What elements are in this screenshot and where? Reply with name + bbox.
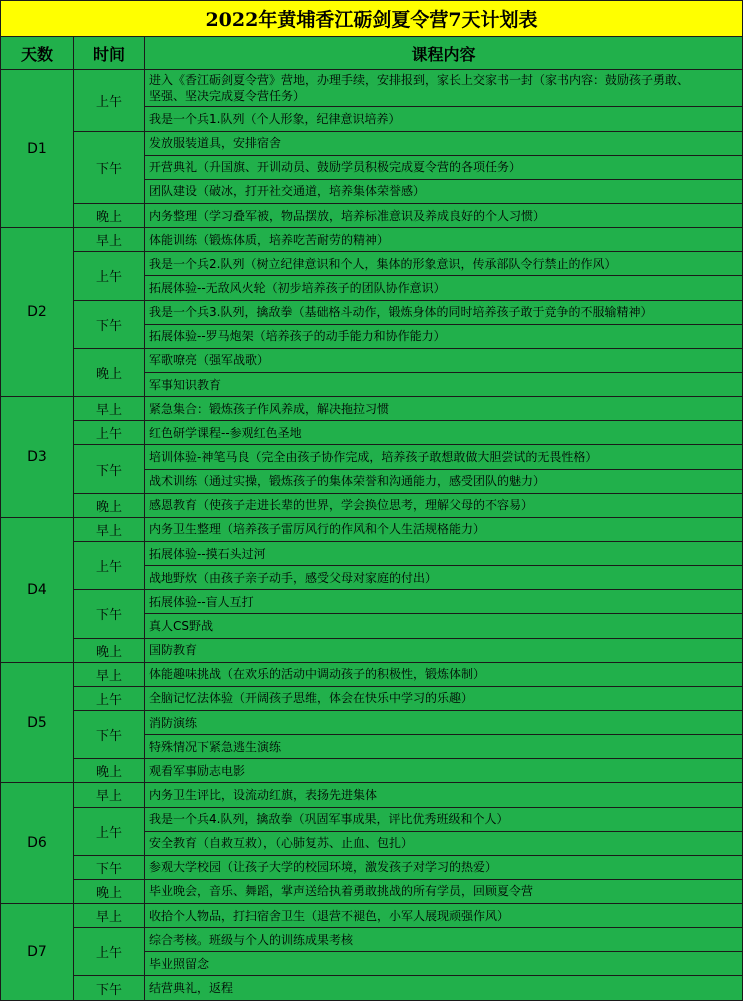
content-line: 内务卫生评比，设流动红旗，表扬先进集体 (149, 787, 378, 802)
content-cell (145, 783, 743, 807)
content-cell (145, 904, 743, 928)
content-cell (145, 131, 743, 155)
time-cell: 下午 (74, 590, 145, 638)
table-row (1, 590, 743, 614)
content-line: 开营典礼（升国旗、开训动员、鼓励学员积极完成夏令营的各项任务） (149, 160, 522, 175)
time-cell: 早上 (74, 397, 145, 421)
content-cell (145, 228, 743, 252)
content-cell (145, 517, 743, 541)
content-cell (145, 276, 743, 300)
table-row (1, 228, 743, 252)
day-cell: D2 (1, 228, 74, 397)
time-cell: 上午 (74, 541, 145, 589)
time-cell: 晚上 (74, 879, 145, 903)
content-line: 内务卫生整理（培养孩子雷厉风行的作风和个人生活规格能力） (149, 522, 486, 537)
table-row (1, 783, 743, 807)
time-cell: 下午 (74, 445, 145, 493)
content-line: 收拾个人物品，打扫宿舍卫生（退营不褪色，小军人展现顽强作风） (149, 908, 510, 923)
time-cell: 下午 (74, 855, 145, 879)
content-line: 特殊情况下紧急逃生演练 (149, 739, 282, 754)
content-line: 国防教育 (149, 643, 198, 658)
content-line: 感恩教育（使孩子走进长辈的世界，学会换位思考，理解父母的不容易） (149, 498, 534, 513)
content-line: 我是一个兵2.队列（树立纪律意识和个人，集体的形象意识，传承部队令行禁止的作风） (149, 256, 617, 271)
content-line: 坚强、坚决完成夏令营任务） (149, 89, 306, 104)
content-line: 红色研学课程--参观红色圣地 (149, 425, 302, 440)
table-row (1, 928, 743, 952)
content-cell (145, 155, 743, 179)
content-cell (145, 566, 743, 590)
header-time: 时间 (74, 37, 145, 70)
content-line: 军事知识教育 (149, 377, 222, 392)
content-cell (145, 541, 743, 565)
content-line: 我是一个兵3.队列，擒敌拳（基础格斗动作，锻炼身体的同时培养孩子敢于竞争的不服输精神） (149, 305, 653, 320)
content-line: 拓展体验--摸石头过河 (149, 546, 266, 561)
table-row (1, 759, 743, 783)
content-line: 结营典礼，返程 (149, 981, 234, 996)
table-row (1, 517, 743, 541)
day-cell: D3 (1, 397, 74, 518)
content-cell (145, 952, 743, 976)
content-line: 安全教育（自救互救），（心肺复苏、止血、包扎） (149, 836, 414, 851)
content-line: 体能趣味挑战（在欢乐的活动中调动孩子的积极性，锻炼体制） (149, 667, 486, 682)
table-row (1, 493, 743, 517)
content-cell (145, 976, 743, 1000)
time-cell: 下午 (74, 300, 145, 348)
content-cell (145, 855, 743, 879)
content-cell (145, 203, 743, 227)
time-cell: 上午 (74, 686, 145, 710)
content-line: 发放服装道具，安排宿舍 (149, 136, 282, 151)
day-cell: D5 (1, 662, 74, 783)
table-row (1, 976, 743, 1000)
content-line: 全脑记忆法体验（开阔孩子思维，体会在快乐中学习的乐趣） (149, 691, 474, 706)
content-cell (145, 590, 743, 614)
content-line: 我是一个兵1.队列（个人形象，纪律意识培养） (149, 111, 401, 126)
header-day: 天数 (1, 37, 74, 70)
time-cell: 晚上 (74, 203, 145, 227)
time-cell: 早上 (74, 783, 145, 807)
table-row (1, 397, 743, 421)
time-cell: 早上 (74, 517, 145, 541)
page-title: 2022年黄埔香江砺剑夏令营7天计划表 (1, 1, 743, 37)
content-cell (145, 421, 743, 445)
time-cell: 早上 (74, 662, 145, 686)
table-row (1, 421, 743, 445)
content-line: 战术训练（通过实操，锻炼孩子的集体荣誉和沟通能力，感受团队的魅力） (149, 474, 546, 489)
content-cell (145, 107, 743, 131)
table-row (1, 662, 743, 686)
content-line: 参观大学校园（让孩子大学的校园环境，激发孩子对学习的热爱） (149, 860, 498, 875)
day-cell: D7 (1, 904, 74, 1001)
header-content: 课程内容 (145, 37, 743, 70)
time-cell: 上午 (74, 252, 145, 300)
content-cell (145, 662, 743, 686)
time-cell: 上午 (74, 807, 145, 855)
content-line: 毕业照留念 (149, 956, 210, 971)
table-row (1, 131, 743, 155)
table-row (1, 807, 743, 831)
table-row (1, 70, 743, 107)
table-row (1, 252, 743, 276)
content-cell (145, 614, 743, 638)
content-line: 军歌嘹亮（强军战歌） (149, 353, 270, 368)
content-line: 真人CS野战 (149, 618, 213, 633)
content-cell (145, 252, 743, 276)
content-cell (145, 493, 743, 517)
time-cell: 早上 (74, 228, 145, 252)
content-cell (145, 324, 743, 348)
table-row (1, 879, 743, 903)
content-cell (145, 300, 743, 324)
time-cell: 早上 (74, 904, 145, 928)
table-row (1, 904, 743, 928)
content-cell (145, 831, 743, 855)
table-row (1, 348, 743, 372)
content-cell (145, 469, 743, 493)
time-cell: 晚上 (74, 493, 145, 517)
time-cell: 晚上 (74, 638, 145, 662)
content-line: 团队建设（破冰，打开社交通道，培养集体荣誉感） (149, 184, 426, 199)
time-cell: 下午 (74, 131, 145, 203)
content-line: 我是一个兵4.队列，擒敌拳（巩固军事成果，评比优秀班级和个人） (149, 812, 509, 827)
content-cell (145, 879, 743, 903)
content-line: 内务整理（学习叠军被，物品摆放，培养标准意识及养成良好的个人习惯） (149, 208, 546, 223)
content-cell (145, 179, 743, 203)
time-cell: 下午 (74, 710, 145, 758)
table-row (1, 203, 743, 227)
content-line: 体能训练（锻炼体质，培养吃苦耐劳的精神） (149, 232, 390, 247)
content-line: 毕业晚会，音乐、舞蹈，掌声送给执着勇敢挑战的所有学员，回顾夏令营 (149, 884, 534, 899)
table-row (1, 855, 743, 879)
content-line: 进入《香江砺剑夏令营》营地，办理手续，安排报到，家长上交家书一封（家书内容：鼓励孩子勇敢、 (149, 73, 690, 88)
table-row (1, 686, 743, 710)
content-line: 培训体验-神笔马良（完全由孩子协作完成，培养孩子敢想敢做大胆尝试的无畏性格） (149, 449, 598, 464)
table-row (1, 710, 743, 734)
content-line: 观看军事励志电影 (149, 763, 246, 778)
content-cell (145, 710, 743, 734)
content-line: 消防演练 (149, 715, 198, 730)
content-line: 拓展体验--罗马炮架（培养孩子的动手能力和协作能力） (149, 329, 446, 344)
table-row (1, 638, 743, 662)
content-line: 紧急集合：锻炼孩子作风养成，解决拖拉习惯 (149, 401, 390, 416)
day-cell: D1 (1, 70, 74, 228)
content-cell (145, 70, 743, 107)
time-cell: 晚上 (74, 759, 145, 783)
time-cell: 上午 (74, 70, 145, 132)
table-row (1, 445, 743, 469)
content-cell (145, 445, 743, 469)
day-cell: D6 (1, 783, 74, 904)
time-cell: 上午 (74, 928, 145, 976)
content-cell (145, 397, 743, 421)
content-cell (145, 638, 743, 662)
content-line: 拓展体验--无敌风火轮（初步培养孩子的团队协作意识） (149, 280, 446, 295)
content-cell (145, 928, 743, 952)
day-cell: D4 (1, 517, 74, 662)
table-row (1, 300, 743, 324)
time-cell: 晚上 (74, 348, 145, 396)
content-cell (145, 759, 743, 783)
content-cell (145, 372, 743, 396)
content-cell (145, 735, 743, 759)
content-line: 综合考核。班级与个人的训练成果考核 (149, 932, 354, 947)
content-cell (145, 686, 743, 710)
time-cell: 下午 (74, 976, 145, 1000)
content-line: 战地野炊（由孩子亲子动手，感受父母对家庭的付出） (149, 570, 438, 585)
content-line: 拓展体验--盲人互打 (149, 594, 254, 609)
content-cell (145, 348, 743, 372)
content-cell (145, 807, 743, 831)
time-cell: 上午 (74, 421, 145, 445)
table-row (1, 541, 743, 565)
